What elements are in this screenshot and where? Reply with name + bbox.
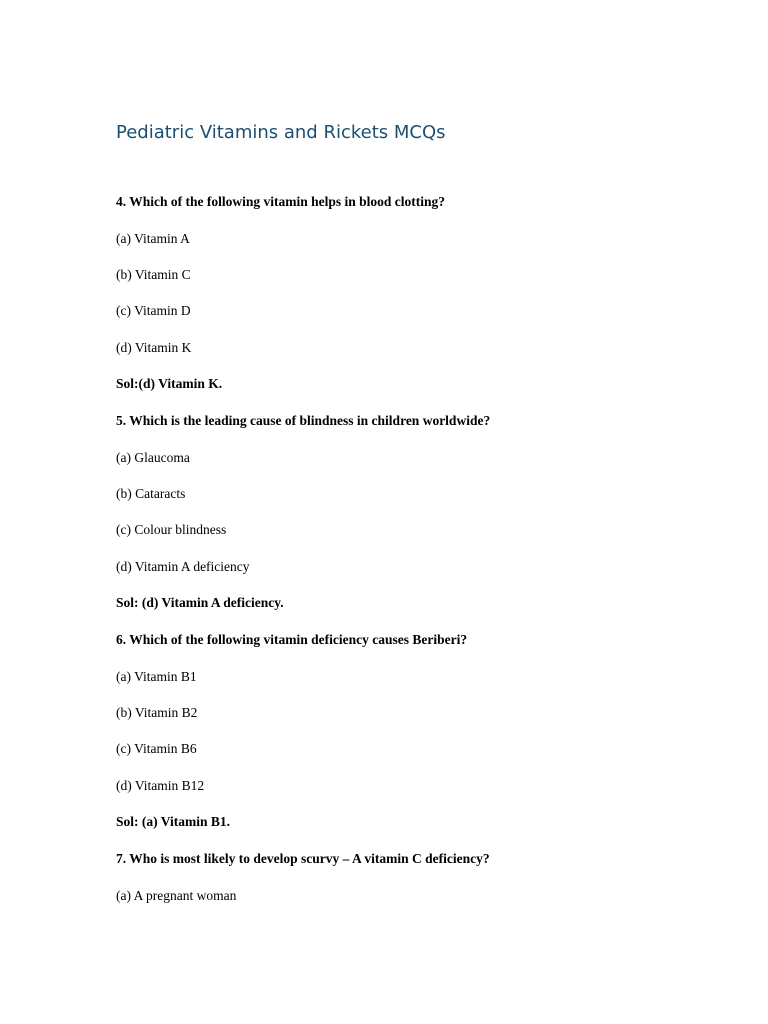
question-5-option-b: (b) Cataracts xyxy=(116,486,186,501)
question-4-option-b: (b) Vitamin C xyxy=(116,267,191,282)
question-4-option-c: (c) Vitamin D xyxy=(116,303,191,318)
question-5-option-a: (a) Glaucoma xyxy=(116,450,190,465)
question-6: 6. Which of the following vitamin deficiency causes Beriberi? xyxy=(116,632,468,647)
document-title: Pediatric Vitamins and Rickets MCQs xyxy=(116,122,446,143)
question-6-option-b: (b) Vitamin B2 xyxy=(116,705,198,720)
question-4-solution: Sol:(d) Vitamin K. xyxy=(116,376,223,391)
question-5-option-c: (c) Colour blindness xyxy=(116,522,227,537)
question-7: 7. Who is most likely to develop scurvy – A vitamin C deficiency? xyxy=(116,851,490,866)
question-6-option-d: (d) Vitamin B12 xyxy=(116,778,205,793)
question-6-option-c: (c) Vitamin B6 xyxy=(116,741,197,756)
question-5: 5. Which is the leading cause of blindness in children worldwide? xyxy=(116,413,491,428)
question-7-option-a: (a) A pregnant woman xyxy=(116,888,237,903)
question-4: 4. Which of the following vitamin helps in blood clotting? xyxy=(116,194,446,209)
question-6-solution: Sol: (a) Vitamin B1. xyxy=(116,814,231,829)
question-6-option-a: (a) Vitamin B1 xyxy=(116,669,197,684)
question-4-option-a: (a) Vitamin A xyxy=(116,231,190,246)
question-5-option-d: (d) Vitamin A deficiency xyxy=(116,559,250,574)
question-4-option-d: (d) Vitamin K xyxy=(116,340,192,355)
question-5-solution: Sol: (d) Vitamin A deficiency. xyxy=(116,595,284,610)
